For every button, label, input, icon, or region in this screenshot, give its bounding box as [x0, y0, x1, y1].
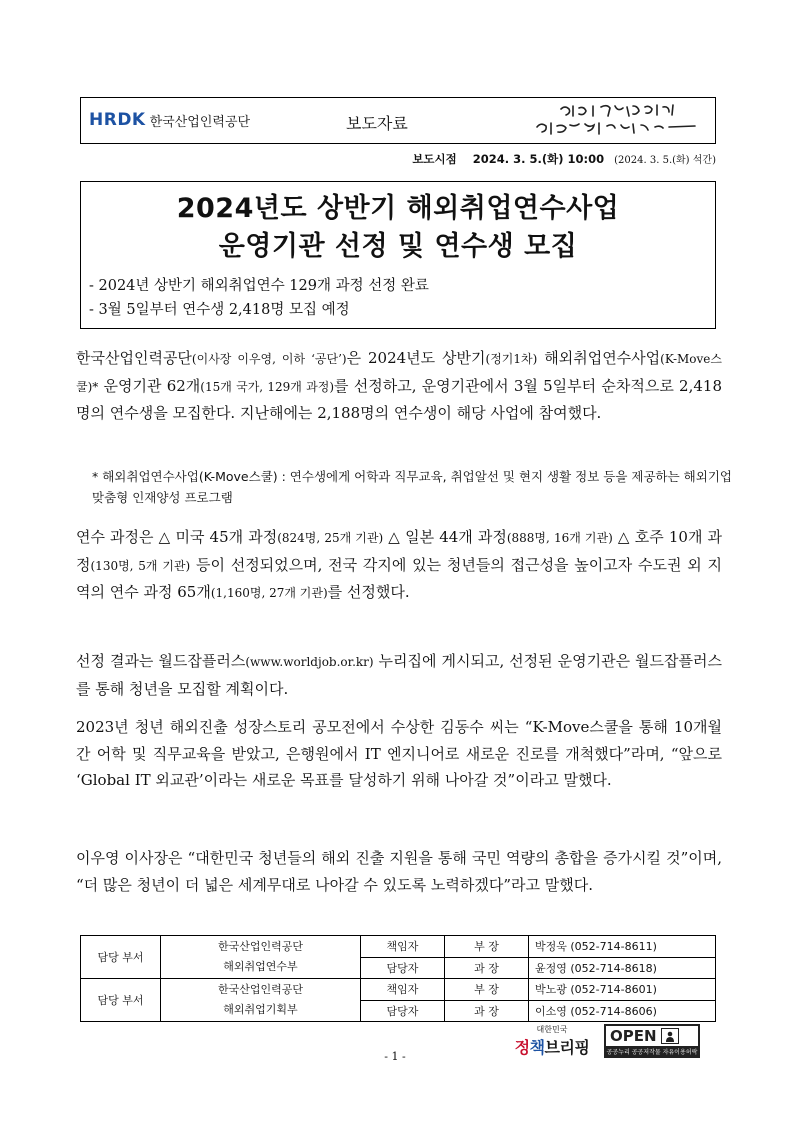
- headline: [81, 190, 715, 266]
- p1-text: 운영기관 62개: [98, 376, 201, 395]
- contact-role: 책임자: [361, 936, 445, 958]
- doc-type-label: 보도자료: [346, 114, 408, 133]
- contact-name-phone: 윤정영 (052-714-8618): [529, 957, 716, 979]
- subheadline-2: - 3월 5일부터 연수생 2,418명 모집 예정: [89, 302, 350, 318]
- dept-label: 담당 부서: [81, 936, 161, 979]
- dept-division: 해외취업연수부: [223, 960, 298, 973]
- contact-name-phone: 이소영 (052-714-8606): [529, 1000, 716, 1022]
- contact-role: 책임자: [361, 979, 445, 1001]
- open-caption: 공공누리 공공저작물 자유이용허락: [606, 1046, 698, 1056]
- policy-briefing-logo: [506, 1024, 598, 1058]
- open-word: OPEN: [610, 1027, 657, 1045]
- p2-text: △ 호주 10개 과정: [76, 528, 722, 574]
- dept-org: 한국산업인력공단: [217, 983, 303, 996]
- kogl-open-badge: [604, 1024, 700, 1058]
- paragraph-2: [76, 524, 722, 607]
- contact-position: 과 장: [445, 1000, 529, 1022]
- contact-name-phone: 박정욱 (052-714-8611): [529, 936, 716, 958]
- p1-note: (이사장 이우영, 이하 ‘공단’): [191, 352, 347, 366]
- brief-small-label: 대한민국: [536, 1025, 568, 1034]
- org-logo: [89, 110, 250, 130]
- footer-logos: [506, 1024, 700, 1058]
- release-datetime: 2024. 3. 5.(화) 10:00: [472, 152, 605, 166]
- paragraph-4: 2023년 청년 해외진출 성장스토리 공모전에서 수상한 김동수 씨는 “K-Move스쿨을 통해 10개월간 어학 및 직무교육을 받았고, 은행원에서 IT 엔지니어로 새로운 진로를 개척했다”라며, “앞으로 ‘Global IT 외교관’이라는 새로운 목표를 달성하기 위해 나아갈 것”이라고 말했다.: [76, 718, 722, 789]
- brief-char: 책: [529, 1038, 545, 1057]
- dept-name: [161, 936, 361, 979]
- p2-text: 등이 선정되었으며, 전국 각지에 있는 청년들의 접근성을 높이고자 수도권 외 지역의 연수 과정 65개: [76, 555, 722, 601]
- p3-text: 선정 결과는 월드잡플러스: [76, 652, 246, 670]
- p2-note: (1,160명, 27개 기관): [210, 586, 328, 600]
- handwritten-slogan-image: [523, 101, 703, 141]
- p1-text: 한국산업인력공단: [76, 349, 192, 367]
- table-row: [81, 979, 716, 1001]
- hrdk-logo-mark: HRDK: [89, 110, 146, 130]
- contact-position: 부 장: [445, 936, 529, 958]
- p2-text: △ 일본 44개 과정: [383, 528, 507, 546]
- header-box: [80, 97, 716, 144]
- p1-note: (K-Move스쿨)*: [76, 352, 722, 394]
- brief-char: 정: [514, 1038, 530, 1057]
- p2-note: (824명, 25개 기관): [277, 531, 384, 545]
- contact-position: 부 장: [445, 979, 529, 1001]
- contact-table: [80, 935, 716, 1022]
- p3-text: 누리집에 게시되고, 선정된 운영기관은 월드잡플러스를 통해 청년을 모집할 계획이다.: [76, 652, 722, 698]
- paragraph-5: 이우영 이사장은 “대한민국 청년들의 해외 진출 지원을 통해 국민 역량의 총합을 증가시킬 것”이며, “더 많은 청년이 더 넓은 세계무대로 나아갈 수 있도록 노력하겠다”라고 말했다.: [76, 849, 722, 894]
- p1-note: (15개 국가, 129개 과정): [200, 379, 335, 394]
- title-box: [80, 181, 716, 329]
- p1-text: 를 선정하고, 운영기관에서 3월 5일부터 순차적으로 2,418명의 연수생을 모집한다. 지난해에는 2,188명의 연수생이 해당 사업에 참여했다.: [76, 376, 722, 422]
- dept-division: 해외취업기획부: [223, 1003, 298, 1016]
- paragraph-3: [76, 648, 722, 702]
- org-name: 한국산업인력공단: [149, 114, 251, 130]
- p1-note: (정기1차): [485, 352, 538, 366]
- footnote: * 해외취업연수사업(K-Move스쿨) : 연수생에게 어학과 직무교육, 취업알선 및 현지 생활 정보 등을 제공하는 해외기업 맞춤형 인재양성 프로그램: [92, 469, 732, 505]
- p2-note: (888명, 16개 기관): [506, 531, 613, 545]
- p1-text: 은 2024년도 상반기: [346, 349, 486, 367]
- page-number: - 1 -: [384, 1050, 406, 1063]
- dept-org: 한국산업인력공단: [217, 940, 303, 953]
- release-alt: (2024. 3. 5.(화) 석간): [614, 155, 716, 166]
- table-row: [81, 936, 716, 958]
- dept-label: 담당 부서: [81, 979, 161, 1022]
- p2-note: (130명, 5개 기관): [90, 558, 191, 573]
- headline-line-2: 운영기관 선정 및 연수생 모집: [218, 231, 578, 262]
- subheadlines: [89, 274, 429, 322]
- release-label: 보도시점: [412, 152, 457, 166]
- dept-name: [161, 979, 361, 1022]
- p2-text: 를 선정했다.: [327, 583, 410, 601]
- release-time: [80, 151, 716, 167]
- contact-role: 담당자: [361, 957, 445, 979]
- person-icon: [661, 1028, 679, 1044]
- headline-line-1: 2024년도 상반기 해외취업연수사업: [176, 193, 620, 224]
- brief-wordmark: [515, 1038, 590, 1057]
- brief-char: 브리핑: [544, 1038, 590, 1057]
- worldjob-url: (www.worldjob.or.kr): [245, 655, 374, 669]
- contact-name-phone: 박노광 (052-714-8601): [529, 979, 716, 1001]
- contact-position: 과 장: [445, 957, 529, 979]
- subheadline-1: - 2024년 상반기 해외취업연수 129개 과정 선정 완료: [89, 278, 429, 294]
- contact-role: 담당자: [361, 1000, 445, 1022]
- paragraph-1: [76, 345, 722, 427]
- p1-text: 해외취업연수사업: [537, 349, 661, 367]
- p2-text: 연수 과정은 △ 미국 45개 과정: [76, 528, 278, 546]
